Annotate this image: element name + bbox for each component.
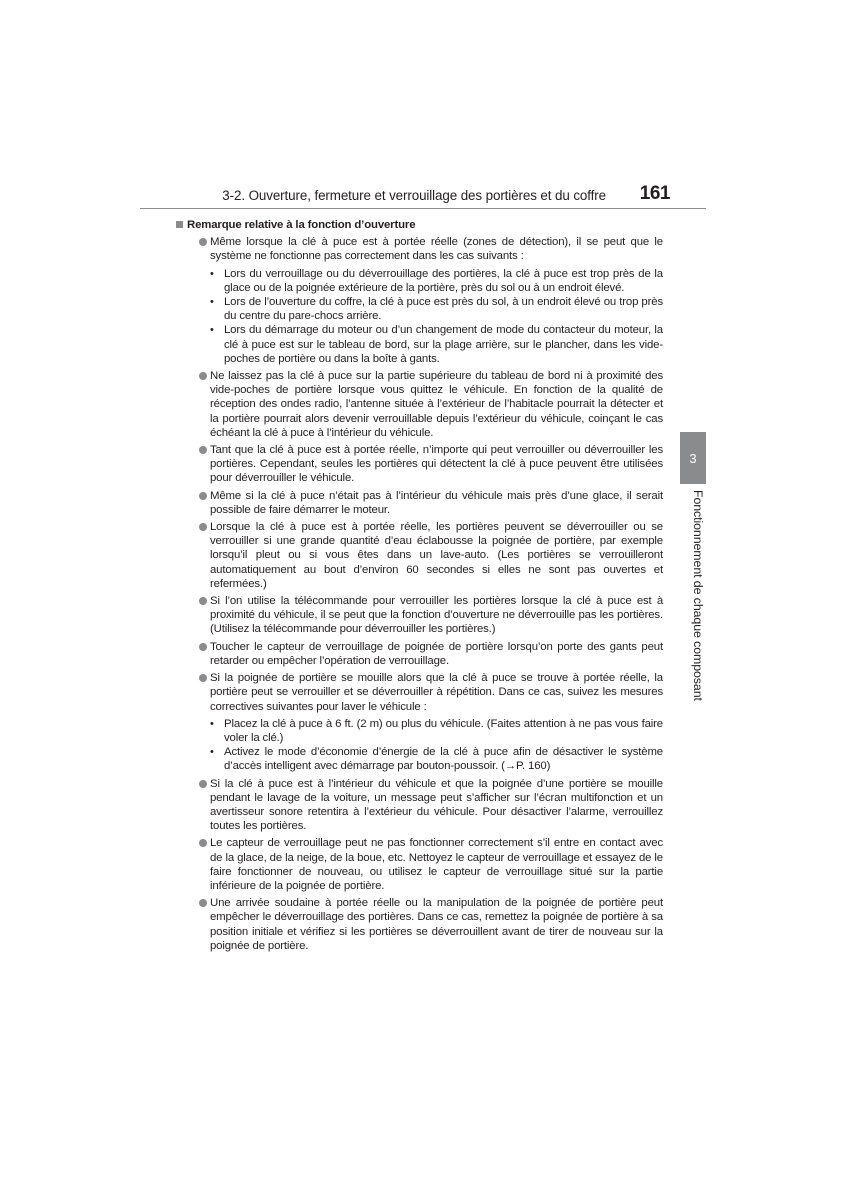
- page-content: [187, 218, 663, 956]
- chapter-tab: [680, 432, 706, 484]
- list-item: [187, 671, 663, 714]
- circle-bullet-icon: [199, 643, 207, 651]
- sub-list-item-text: Placez la clé à puce à 6 ft. (2 m) ou plus du véhicule. (Faites attention à ne pas vous faire voler la clé.): [224, 717, 663, 744]
- section-heading: [176, 218, 663, 232]
- list-item-text: Même si la clé à puce n’était pas à l’intérieur du véhicule mais près d’une glace, il serait possible de faire démarrer le moteur.: [210, 489, 663, 516]
- sub-list-item: [187, 267, 663, 295]
- list-item: [187, 836, 663, 893]
- dot-bullet-icon: •: [210, 267, 214, 280]
- circle-bullet-icon: [199, 446, 207, 454]
- circle-bullet-icon: [199, 839, 207, 847]
- circle-bullet-icon: [199, 597, 207, 605]
- chapter-label: Fonctionnement de chaque composant: [691, 490, 705, 701]
- circle-bullet-icon: [199, 899, 207, 907]
- sub-list-item: [187, 717, 663, 745]
- chapter-title: 3-2. Ouverture, fermeture et verrouillage des portières et du coffre: [222, 188, 606, 203]
- sub-list-item-text: Lors du verrouillage ou du déverrouillage des portières, la clé à puce est trop près de la glace ou de la poignée extérieure de la portière, près du sol ou à un endroit élevé.: [224, 267, 663, 294]
- list-item: [187, 640, 663, 668]
- sub-list-item-text: Activez le mode d’économie d’énergie de la clé à puce afin de désactiver le système d’accès intelligent avec démarrage par bouton-poussoir. (→P. 160): [224, 746, 663, 773]
- square-bullet-icon: [176, 221, 183, 228]
- list-item: [187, 235, 663, 263]
- list-item-text: Tant que la clé à puce est à portée réelle, n’importe qui peut verrouiller ou déverrouiller les portières. Cependant, seules les portières qui détectent la clé à puce peuvent être utilisées pour déverrouiller le véhicule.: [210, 444, 663, 485]
- circle-bullet-icon: [199, 238, 207, 246]
- circle-bullet-icon: [199, 492, 207, 500]
- page-header: [140, 178, 706, 209]
- sub-list-item-text: Lors de l’ouverture du coffre, la clé à puce est près du sol, à un endroit élevé ou trop près du centre du pare-chocs arrière.: [224, 296, 663, 323]
- dot-bullet-icon: •: [210, 717, 214, 730]
- list-item-text: Toucher le capteur de verrouillage de poignée de portière lorsqu’on porte des gants peut retarder ou empêcher l’opération de verrouillage.: [210, 640, 663, 667]
- list-item-text: Le capteur de verrouillage peut ne pas fonctionner correctement s’il entre en contact avec de la glace, de la neige, de la boue, etc. Nettoyez le capteur de verrouillage et essayez de le faire fonctionner de nouveau, ou utilisez le capteur de verrouillage situé sur la partie inférieure de la poignée de portière.: [210, 837, 663, 892]
- dot-bullet-icon: •: [210, 324, 214, 337]
- list-item-text: Si l’on utilise la télécommande pour verrouiller les portières lorsque la clé à puce est à proximité du véhicule, il se peut que la fonction d’ouverture ne déverrouille pas les portières. (Utilisez la télécommande pour déverrouiller les portières.): [210, 595, 663, 636]
- sub-list-item: [187, 295, 663, 323]
- list-item: [187, 489, 663, 517]
- list-item-text: Même lorsque la clé à puce est à portée réelle (zones de détection), il se peut que le système ne fonctionne pas correctement dans les cas suivants :: [210, 236, 663, 263]
- circle-bullet-icon: [199, 674, 207, 682]
- list-item-text: Ne laissez pas la clé à puce sur la partie supérieure du tableau de bord ni à proximité des vide-poches de portière lorsque vous quittez le véhicule. En fonction de la qualité de réception des ondes radio, l’antenne située à l’extérieur de l’habitacle pourrait la détecter et la portière pourrait alors devenir verrouillable depuis l’extérieur du véhicule, coinçant le cas échéant la clé à puce à l’intérieur du véhicule.: [210, 370, 663, 439]
- page-number: 161: [639, 183, 670, 204]
- list-item: [187, 520, 663, 591]
- list-item: [187, 594, 663, 637]
- list-item-text: Si la poignée de portière se mouille alors que la clé à puce se trouve à portée réelle, la portière peut se verrouiller et se déverrouiller à répétition. Dans ce cas, suivez les mesures correctives suivantes pour laver le véhicule :: [210, 672, 663, 713]
- list-item: [187, 777, 663, 834]
- list-item: [187, 896, 663, 953]
- dot-bullet-icon: •: [210, 296, 214, 309]
- chapter-number: 3: [689, 450, 697, 466]
- dot-bullet-icon: •: [210, 746, 214, 759]
- circle-bullet-icon: [199, 372, 207, 380]
- sub-list-item: [187, 745, 663, 773]
- list-item: [187, 443, 663, 486]
- list-item-text: Si la clé à puce est à l’intérieur du véhicule et que la poignée d’une portière se mouille pendant le lavage de la voiture, un message peut s’afficher sur l’écran multifonction et un avertisseur sonore retentira à l’extérieur du véhicule. Pour désactiver l’alarme, verrouillez toutes les portières.: [210, 777, 663, 833]
- circle-bullet-icon: [199, 780, 207, 788]
- sub-list-item: [187, 323, 663, 366]
- section-title: Remarque relative à la fonction d’ouverture: [187, 219, 416, 231]
- list-item-text: Une arrivée soudaine à portée réelle ou la manipulation de la poignée de portière peut empêcher le déverrouillage des portières. Dans ce cas, remettez la poignée de portière à sa position initiale et vérifiez si les portières se déverrouillent avant de tirer de nouveau sur la poignée de portière.: [210, 897, 663, 952]
- circle-bullet-icon: [199, 523, 207, 531]
- list-item-text: Lorsque la clé à puce est à portée réelle, les portières peuvent se déverrouiller ou se verrouiller si une grande quantité d’eau éclabousse la poignée de portière, par exemple lorsqu’il pleut ou si vous êtes dans un lave-auto. (Les portières se verrouilleront automatiquement au bout d’environ 60 secondes si elles ne sont pas ouvertes et refermées.): [210, 521, 663, 590]
- sub-list-item-text: Lors du démarrage du moteur ou d’un changement de mode du contacteur du moteur, la clé à puce est sur le tableau de bord, sur la plage arrière, sur le plancher, dans les vide-poches de portière ou dans la boîte à gants.: [224, 324, 663, 365]
- list-item: [187, 369, 663, 440]
